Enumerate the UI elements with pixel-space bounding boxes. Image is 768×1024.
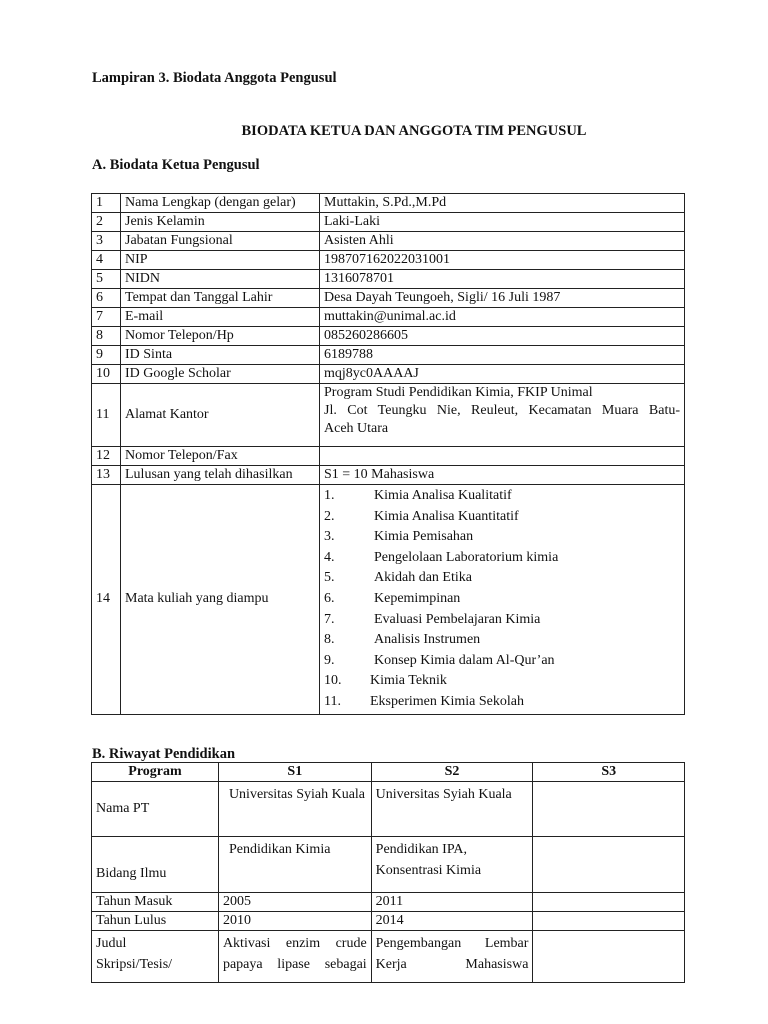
course-item [324,527,680,548]
tahun-masuk-s1: 2005 [218,893,371,912]
course-title: Kimia Teknik [370,673,447,689]
course-item [324,610,680,631]
bidang-ilmu-s3 [533,837,685,893]
course-number: 1. [324,488,335,503]
row-value: Laki-Laki [320,213,685,232]
biodata-row [92,194,685,213]
tahun-lulus-s1: 2010 [218,912,371,931]
row-label: NIP [121,251,320,270]
row-number: 13 [92,466,121,485]
course-title: Eksperimen Kimia Sekolah [370,693,524,709]
row-value: S1 = 10 Mahasiswa [320,466,685,485]
row-label: Mata kuliah yang diampu [121,485,320,715]
nama-pt-s2: Universitas Syiah Kuala [371,782,533,837]
row-number: 5 [92,270,121,289]
course-number: 9. [324,652,335,668]
course-item [324,507,680,528]
course-number: 11. [324,693,341,709]
biodata-row [92,365,685,384]
tahun-masuk-s2: 2011 [371,893,533,912]
section-a-heading: A. Biodata Ketua Pengusul [92,157,260,173]
course-item [324,568,680,589]
tahun-masuk-s3 [533,893,685,912]
nama-pt-label: Nama PT [92,782,219,837]
course-title: Analisis Instrumen [374,632,481,648]
judul-s3 [533,931,685,983]
row-number: 7 [92,308,121,327]
course-number: 4. [324,549,335,565]
biodata-row-address [92,384,685,447]
address-line-2: Jl. Cot Teungku Nie, Reuleut, Kecamatan Muara Batu- [324,403,680,418]
bidang-ilmu-s2: Pendidikan IPA, Konsentrasi Kimia [371,837,533,893]
row-value: Desa Dayah Teungoeh, Sigli/ 16 Juli 1987 [320,289,685,308]
address-line-1: Program Studi Pendidikan Kimia, FKIP Unimal [324,385,593,400]
biodata-row-fax [92,447,685,466]
row-value: mqj8yc0AAAAJ [320,365,685,384]
courses-list [320,485,685,715]
row-value: 085260286605 [320,327,685,346]
row-tahun-masuk [92,893,685,912]
row-value: Muttakin, S.Pd.,M.Pd [320,194,685,213]
biodata-row [92,213,685,232]
row-value [320,447,685,466]
row-number: 11 [92,384,121,447]
course-item [324,671,680,692]
row-label: Tempat dan Tanggal Lahir [121,289,320,308]
row-number: 10 [92,365,121,384]
biodata-row-lulusan [92,466,685,485]
course-title: Evaluasi Pembelajaran Kimia [374,611,541,627]
biodata-row-courses [92,485,685,715]
row-number: 9 [92,346,121,365]
row-number: 8 [92,327,121,346]
bidang-ilmu-s1: Pendidikan Kimia [218,837,371,893]
tahun-masuk-label: Tahun Masuk [92,893,219,912]
col-header-s3: S3 [533,763,685,782]
biodata-row [92,232,685,251]
biodata-row [92,327,685,346]
row-label: Nama Lengkap (dengan gelar) [121,194,320,213]
row-tahun-lulus [92,912,685,931]
row-label: Jenis Kelamin [121,213,320,232]
row-label: ID Google Scholar [121,365,320,384]
judul-label: Judul Skripsi/Tesis/ [92,931,219,983]
biodata-row [92,270,685,289]
judul-s1: Aktivasi enzim crude papaya lipase sebagai [218,931,371,983]
row-number: 6 [92,289,121,308]
row-label: Lulusan yang telah dihasilkan [121,466,320,485]
biodata-row [92,251,685,270]
row-label: Jabatan Fungsional [121,232,320,251]
bidang-ilmu-label: Bidang Ilmu [92,837,219,893]
biodata-table [91,193,685,715]
course-title: Kimia Pemisahan [374,529,474,545]
course-item [324,692,680,713]
course-title: Pengelolaan Laboratorium kimia [374,549,559,565]
row-number: 2 [92,213,121,232]
education-table [91,762,685,983]
row-value: 198707162022031001 [320,251,685,270]
row-number: 1 [92,194,121,213]
course-item [324,486,680,507]
course-number: 6. [324,590,335,606]
address-value [320,384,685,447]
course-item [324,630,680,651]
col-header-s1: S1 [218,763,371,782]
course-number: 3. [324,529,335,545]
course-title: Kepemimpinan [374,590,461,606]
course-number: 8. [324,632,335,648]
education-header-row [92,763,685,782]
row-number: 3 [92,232,121,251]
course-number: 10. [324,673,342,689]
row-number: 4 [92,251,121,270]
biodata-row [92,346,685,365]
course-title: Kimia Analisa Kualitatif [374,488,512,503]
row-value: Asisten Ahli [320,232,685,251]
row-label: Nomor Telepon/Fax [121,447,320,466]
row-label: ID Sinta [121,346,320,365]
nama-pt-s1: Universitas Syiah Kuala [218,782,371,837]
row-value: 6189788 [320,346,685,365]
document-title: BIODATA KETUA DAN ANGGOTA TIM PENGUSUL [241,123,587,139]
row-judul [92,931,685,983]
course-item [324,651,680,672]
row-number: 12 [92,447,121,466]
course-number: 2. [324,508,335,524]
address-line-3: Aceh Utara [324,421,389,436]
course-number: 5. [324,570,335,586]
biodata-row [92,289,685,308]
biodata-row [92,308,685,327]
row-value: 1316078701 [320,270,685,289]
nama-pt-s3 [533,782,685,837]
row-label: NIDN [121,270,320,289]
col-header-s2: S2 [371,763,533,782]
row-value: muttakin@unimal.ac.id [320,308,685,327]
course-title: Konsep Kimia dalam Al-Qur’an [374,652,555,668]
course-item [324,548,680,569]
row-label: Nomor Telepon/Hp [121,327,320,346]
lampiran-heading: Lampiran 3. Biodata Anggota Pengusul [92,70,337,86]
row-nama-pt [92,782,685,837]
course-number: 7. [324,611,335,627]
course-item [324,589,680,610]
row-label: E-mail [121,308,320,327]
section-b-heading: B. Riwayat Pendidikan [92,746,236,762]
tahun-lulus-s2: 2014 [371,912,533,931]
judul-s2: Pengembangan Lembar Kerja Mahasiswa [371,931,533,983]
course-title: Kimia Analisa Kuantitatif [374,508,519,524]
course-title: Akidah dan Etika [374,570,472,586]
tahun-lulus-s3 [533,912,685,931]
row-label: Alamat Kantor [121,384,320,447]
row-number: 14 [92,485,121,715]
tahun-lulus-label: Tahun Lulus [92,912,219,931]
col-header-program: Program [92,763,219,782]
row-bidang-ilmu [92,837,685,893]
